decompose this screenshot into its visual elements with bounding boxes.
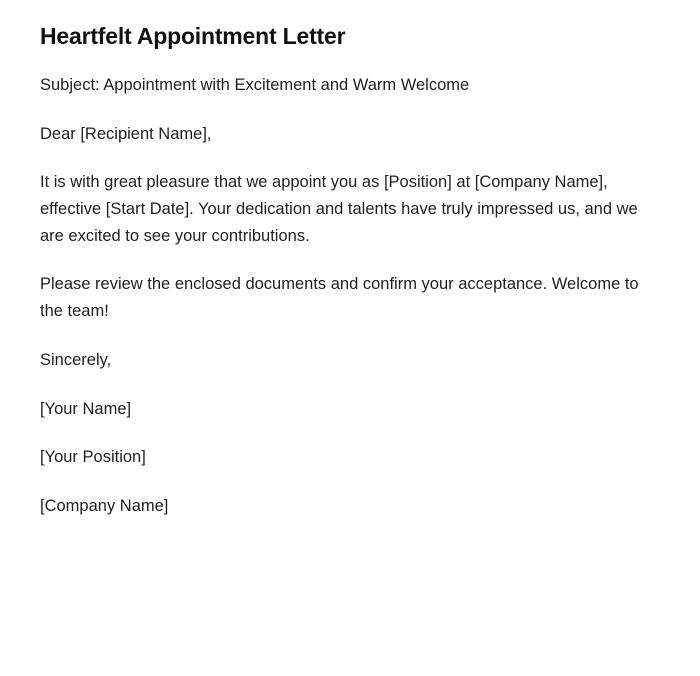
paragraph-sender-name: [Your Name] [40,399,132,418]
page-title: Heartfelt Appointment Letter [40,23,346,49]
paragraph-salutation: Dear [Recipient Name], [40,124,212,143]
paragraph-closing: Sincerely, [40,350,112,369]
paragraph-sender-position: [Your Position] [40,448,146,467]
paragraph-sender-company: [Company Name] [40,497,169,516]
paragraph-body-appointment: It is with great pleasure that we appoint you as [Position] at [Company Name], effective [Start Date]. Your dedication and talents have truly impressed us, and we are excited to see your contributions. [40,173,638,245]
paragraph-subject: Subject: Appointment with Excitement and Warm Welcome [40,75,470,94]
paragraph-body-review: Please review the enclosed documents and confirm your acceptance. Welcome to the team! [40,275,639,321]
